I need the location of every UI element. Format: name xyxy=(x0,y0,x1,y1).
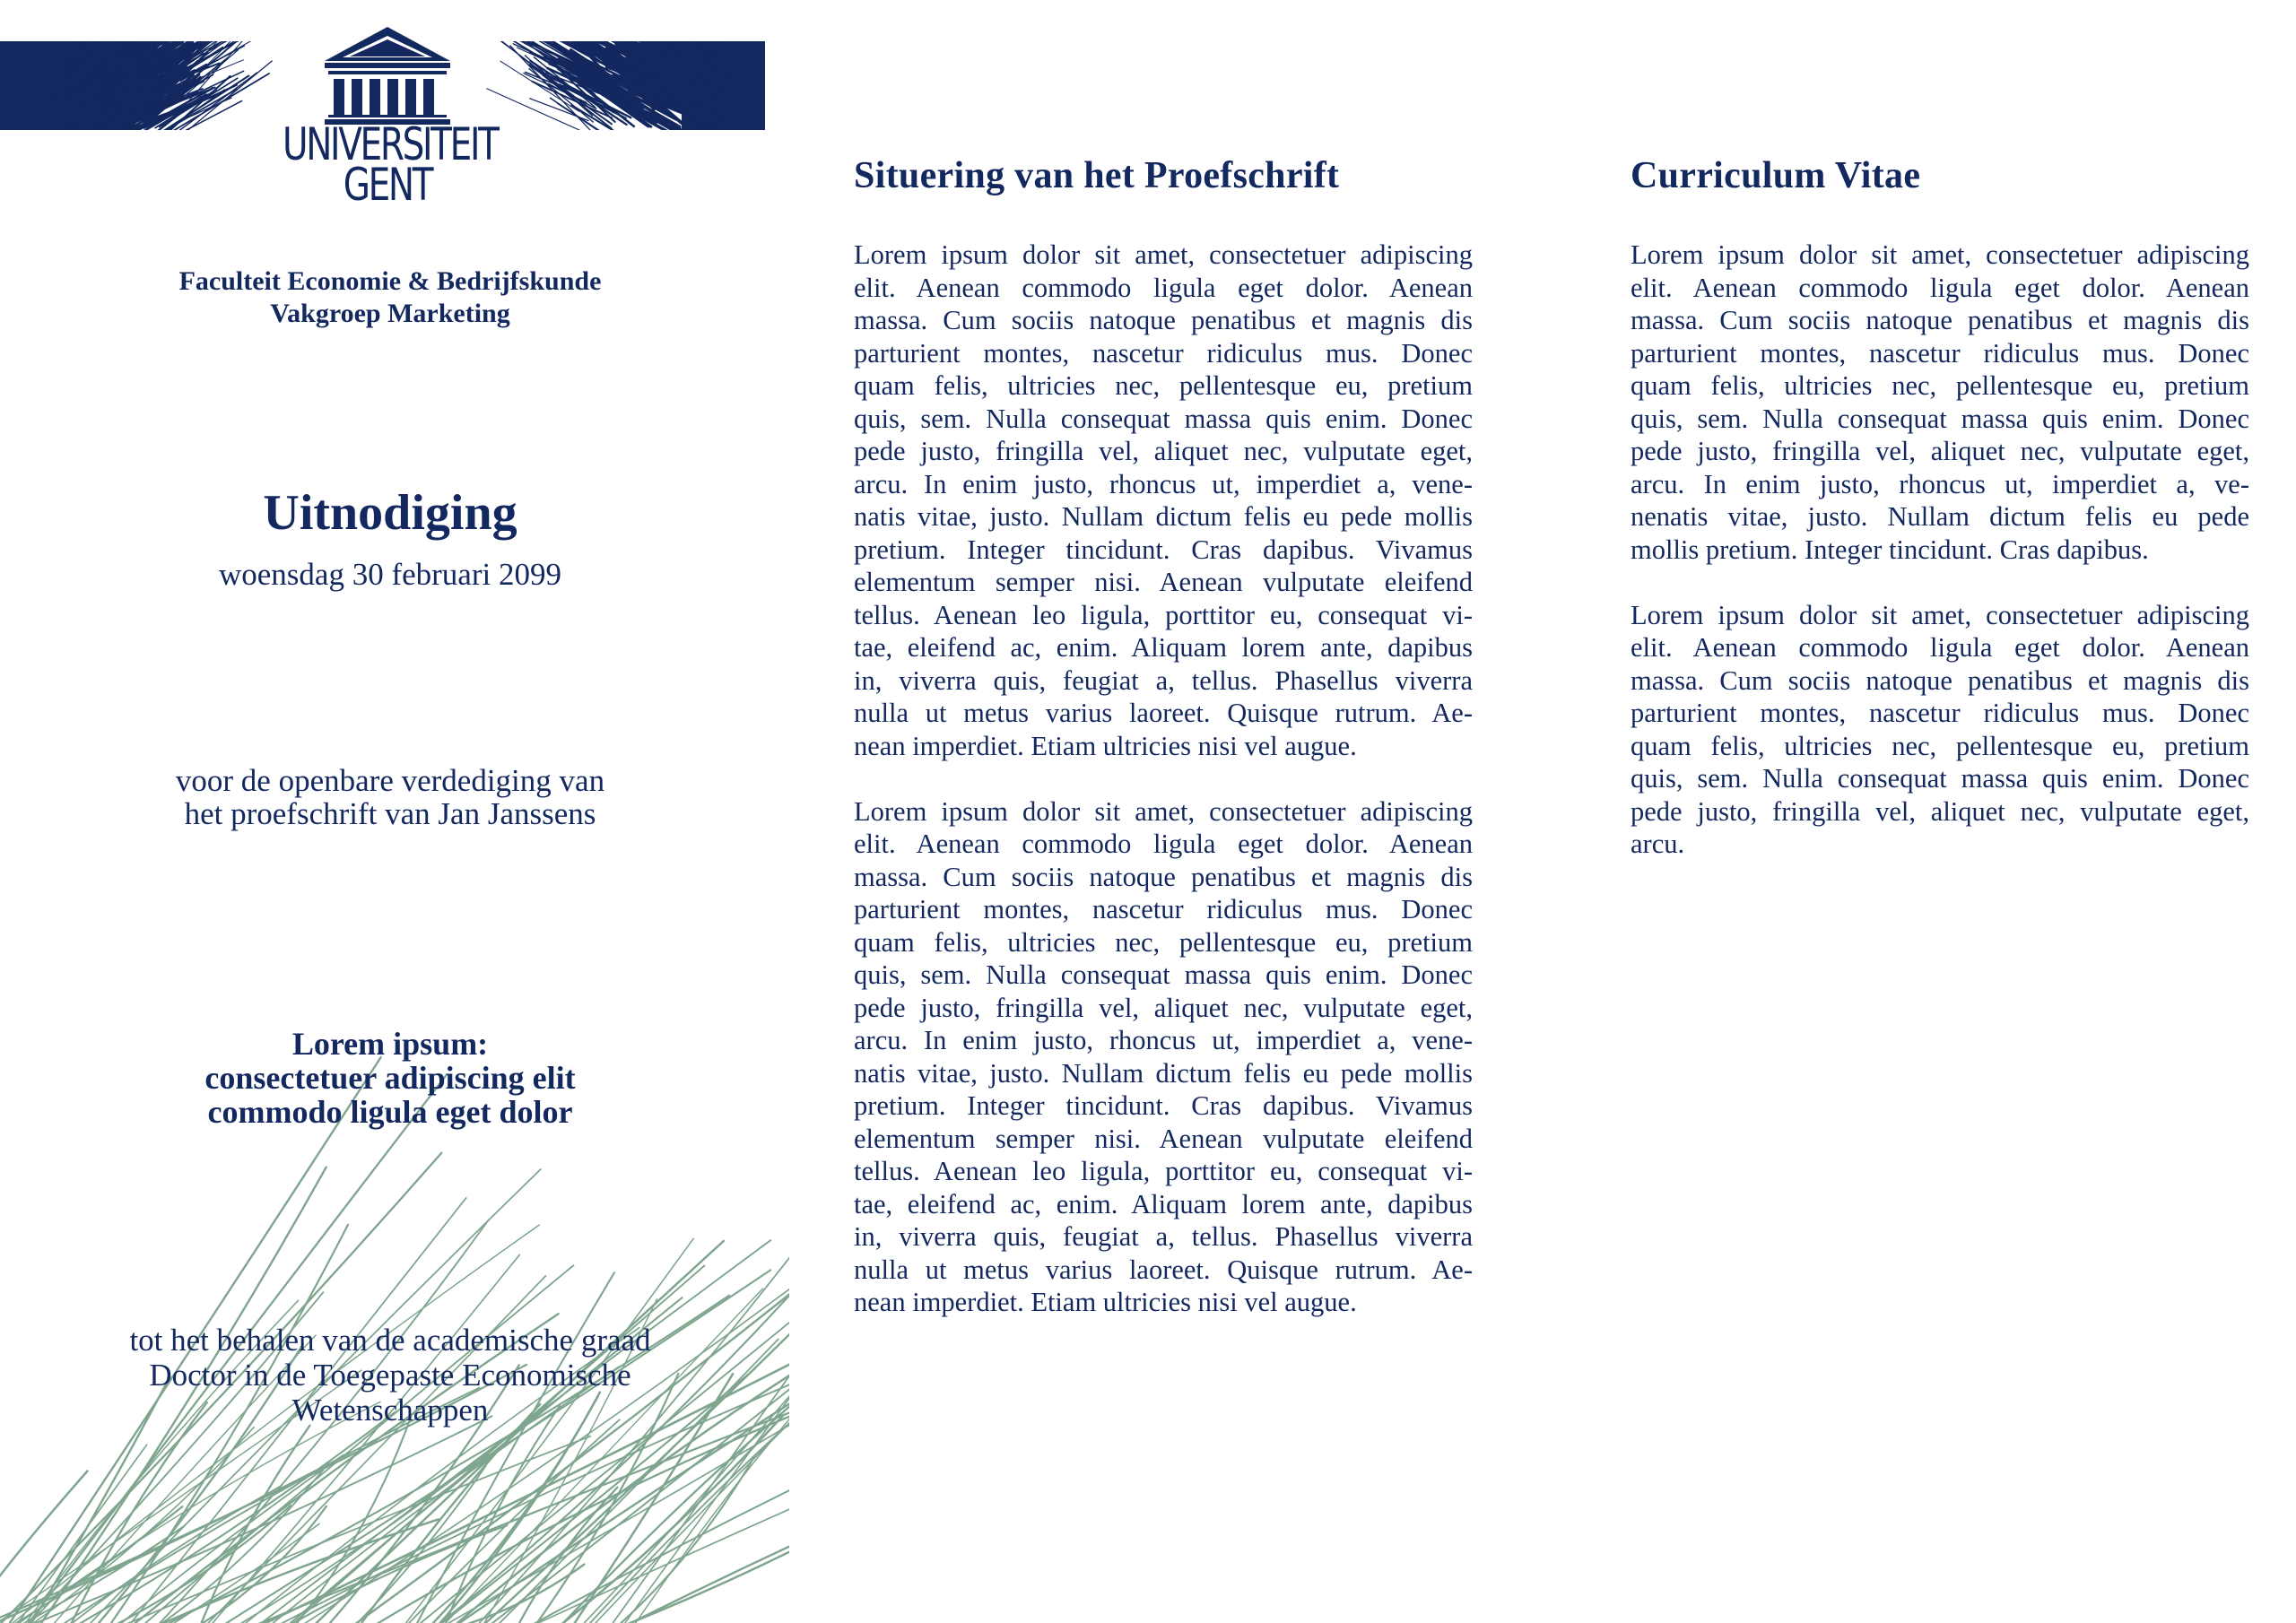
text-line: in, viverra quis, feugiat a, tellus. Phasellus viverra xyxy=(854,664,1473,696)
text-line: massa. Cum sociis natoque penatibus et magnis dis xyxy=(854,861,1473,892)
text-line: pede justo, fringilla vel, aliquet nec, vulputate eget, xyxy=(854,992,1473,1023)
faculty-name: Faculteit Economie & Bedrijfskunde xyxy=(178,266,602,296)
text-line: elementum semper nisi. Aenean vulputate eleifend xyxy=(854,567,1473,597)
text-line: quam felis, ultricies nec, pellentesque eu, pretium xyxy=(1631,730,2249,761)
text-line: elit. Aenean commodo ligula eget dolor. Aenean xyxy=(1631,632,2249,663)
section-body xyxy=(1631,239,2249,861)
text-line: elit. Aenean commodo ligula eget dolor. Aenean xyxy=(854,272,1473,303)
invitation-date: woensdag 30 februari 2099 xyxy=(219,557,561,592)
degree-line: Doctor in de Toegepaste Economische xyxy=(149,1358,631,1393)
text-line: tellus. Aenean leo ligula, porttitor eu, consequat vi- xyxy=(854,1156,1473,1186)
curriculum-vitae-section xyxy=(1631,152,2249,893)
text-line: arcu. xyxy=(1631,829,1685,859)
thesis-title-line: Lorem ipsum: xyxy=(291,1026,489,1062)
invitation-title: Uitnodiging xyxy=(263,485,517,541)
logo-text-gent: GENT xyxy=(343,159,432,211)
text-line: quis, sem. Nulla consequat massa quis enim. Donec xyxy=(1631,763,2249,794)
text-line: quis, sem. Nulla consequat massa quis enim. Donec xyxy=(854,959,1473,990)
text-line: nulla ut metus varius laoreet. Quisque rutrum. Ae- xyxy=(854,698,1473,728)
text-line: Lorem ipsum dolor sit amet, consectetuer adipiscing xyxy=(854,239,1473,270)
paragraph xyxy=(1631,239,2249,566)
section-heading: Curriculum Vitae xyxy=(1631,155,1921,196)
grass-blade xyxy=(195,1426,309,1623)
text-line: quam felis, ultricies nec, pellentesque eu, pretium xyxy=(1631,370,2249,401)
section-body xyxy=(854,239,1473,1319)
grass-blade xyxy=(382,1238,694,1623)
text-line: parturient montes, nascetur ridiculus mus. Donec xyxy=(1631,337,2249,369)
degree-description xyxy=(36,1323,744,1428)
paragraph xyxy=(1631,599,2249,861)
text-line: elit. Aenean commodo ligula eget dolor. Aenean xyxy=(1631,272,2249,303)
text-line: pede justo, fringilla vel, aliquet nec, vulputate eget, xyxy=(1631,795,2249,827)
text-line: quis, sem. Nulla consequat massa quis enim. Donec xyxy=(854,403,1473,434)
university-temple-icon xyxy=(253,23,522,126)
defense-line: voor de openbare verdediging van xyxy=(175,763,605,798)
text-line: nean imperdiet. Etiam ultricies nisi vel augue. xyxy=(854,1287,1357,1317)
degree-line: tot het behalen van de academische graad xyxy=(129,1323,651,1358)
text-line: arcu. In enim justo, rhoncus ut, imperdiet a, vene- xyxy=(854,1025,1473,1055)
logo-text-universiteit: UNIVERSITEIT xyxy=(283,118,498,170)
grass-blade xyxy=(535,1402,789,1623)
thesis-title-line: commodo ligula eget dolor xyxy=(207,1094,573,1130)
text-line: Lorem ipsum dolor sit amet, consectetuer adipiscing xyxy=(1631,599,2249,630)
paragraph xyxy=(854,795,1473,1319)
text-line: nean imperdiet. Etiam ultricies nisi vel augue. xyxy=(854,730,1357,761)
text-line: pede justo, fringilla vel, aliquet nec, vulputate eget, xyxy=(1631,436,2249,466)
text-line: elementum semper nisi. Aenean vulputate eleifend xyxy=(854,1123,1473,1154)
defense-description xyxy=(36,764,744,830)
text-line: Lorem ipsum dolor sit amet, consectetuer adipiscing xyxy=(854,795,1473,827)
text-line: parturient montes, nascetur ridiculus mus. Donec xyxy=(854,337,1473,369)
text-line: mollis pretium. Integer tincidunt. Cras dapibus. xyxy=(1631,534,2149,565)
text-line: nenatis vitae, justo. Nullam dictum felis eu pede xyxy=(1631,501,2249,532)
text-line: tellus. Aenean leo ligula, porttitor eu, consequat vi- xyxy=(854,599,1473,630)
text-line: in, viverra quis, feugiat a, tellus. Phasellus viverra xyxy=(854,1221,1473,1252)
text-line: natis vitae, justo. Nullam dictum felis eu pede mollis xyxy=(854,1057,1473,1089)
text-line: pretium. Integer tincidunt. Cras dapibus. Vivamus xyxy=(854,1090,1473,1121)
text-line: quam felis, ultricies nec, pellentesque eu, pretium xyxy=(854,370,1473,401)
text-line: massa. Cum sociis natoque penatibus et magnis dis xyxy=(1631,664,2249,696)
university-logo xyxy=(253,23,522,211)
text-line: Lorem ipsum dolor sit amet, consectetuer adipiscing xyxy=(1631,239,2249,270)
paragraph xyxy=(854,239,1473,762)
banner-right-brush-icon xyxy=(487,0,765,139)
text-line: arcu. In enim justo, rhoncus ut, imperdiet a, vene- xyxy=(854,468,1473,499)
text-line: elit. Aenean commodo ligula eget dolor. Aenean xyxy=(854,829,1473,859)
department-name: Vakgroep Marketing xyxy=(270,299,510,328)
text-line: nulla ut metus varius laoreet. Quisque rutrum. Ae- xyxy=(854,1254,1473,1285)
brush-stroke xyxy=(57,127,117,143)
grass-blade xyxy=(400,1264,789,1623)
text-line: tae, eleifend ac, enim. Aliquam lorem ante, dapibus xyxy=(854,632,1473,663)
text-line: tae, eleifend ac, enim. Aliquam lorem ante, dapibus xyxy=(854,1188,1473,1219)
text-line: quis, sem. Nulla consequat massa quis enim. Donec xyxy=(1631,403,2249,434)
degree-line: Wetenschappen xyxy=(291,1393,489,1428)
text-line: pede justo, fringilla vel, aliquet nec, vulputate eget, xyxy=(854,436,1473,466)
text-line: massa. Cum sociis natoque penatibus et magnis dis xyxy=(1631,305,2249,335)
thesis-title-line: consectetuer adipiscing elit xyxy=(204,1060,576,1096)
text-line: natis vitae, justo. Nullam dictum felis eu pede mollis xyxy=(854,501,1473,532)
text-line: quam felis, ultricies nec, pellentesque eu, pretium xyxy=(854,926,1473,958)
text-line: massa. Cum sociis natoque penatibus et magnis dis xyxy=(854,305,1473,335)
text-line: parturient montes, nascetur ridiculus mus. Donec xyxy=(854,894,1473,924)
thesis-context-section xyxy=(854,152,1473,1351)
defense-line: het proefschrift van Jan Janssens xyxy=(184,796,596,831)
text-line: pretium. Integer tincidunt. Cras dapibus. Vivamus xyxy=(854,534,1473,565)
grass-blade xyxy=(348,1258,789,1623)
section-heading: Situering van het Proefschrift xyxy=(854,155,1340,196)
thesis-title xyxy=(36,1027,744,1129)
faculty-block xyxy=(36,265,744,330)
text-line: parturient montes, nascetur ridiculus mus. Donec xyxy=(1631,698,2249,728)
banner-left-brush-icon xyxy=(0,0,291,143)
text-line: arcu. In enim justo, rhoncus ut, imperdiet a, ve- xyxy=(1631,468,2249,499)
